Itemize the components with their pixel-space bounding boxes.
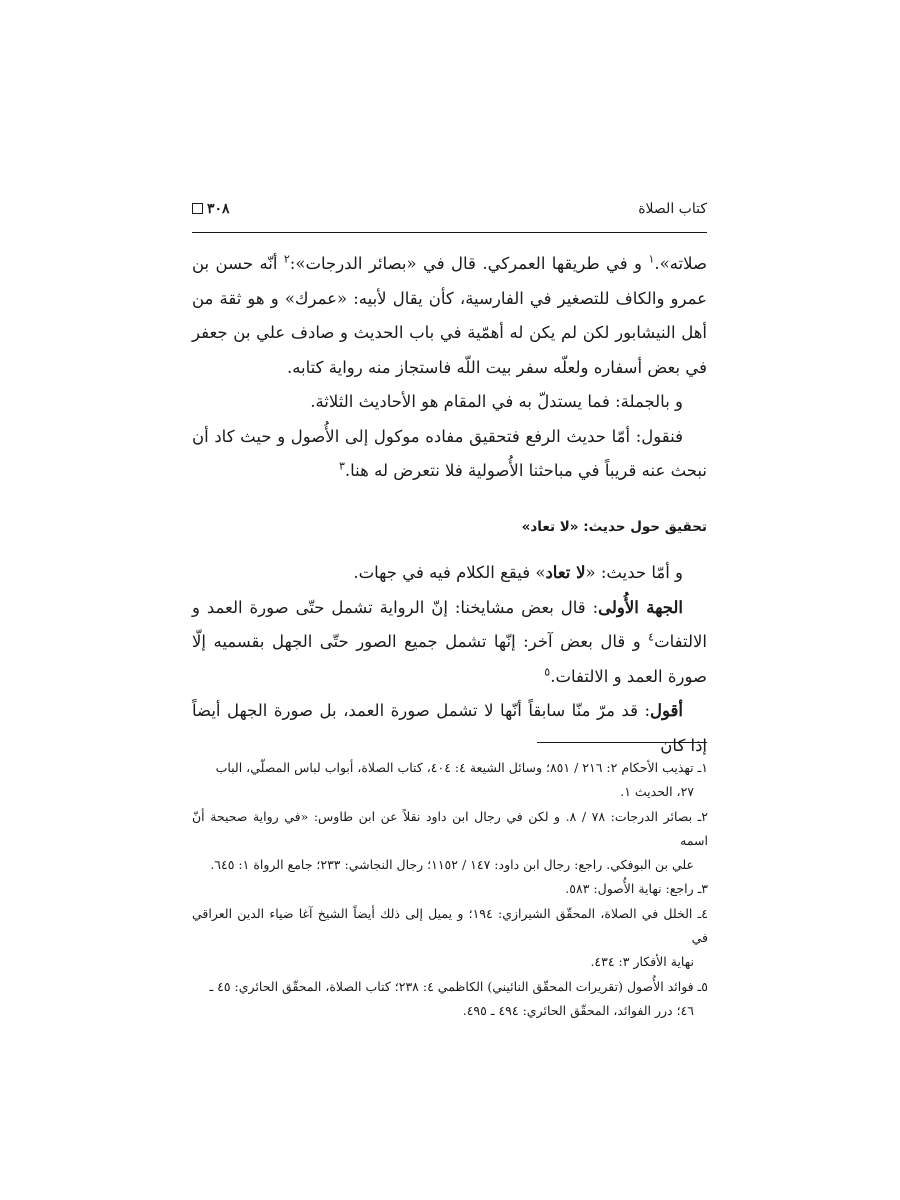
footnote-3-line1: ٣ـ راجع: نهاية الأُصول: ٥٨٣. [565, 881, 708, 897]
main-text-2 [192, 556, 707, 763]
page-number [192, 199, 230, 219]
paragraph-2: و بالجملة: فما يستدلّ به في المقام هو الأحاديث الثلاثة. [310, 392, 683, 411]
header-rule [192, 232, 707, 233]
footnote-5 [192, 975, 708, 1024]
footnote-2-line2: علي بن البوفكي. راجع: رجال ابن داود: ١٤٧ / ١١٥٢؛ رجال النجاشي: ٢٣٣؛ جامع الرواة ١: ٦٤٥. [210, 857, 694, 873]
p6-bold: أقول [650, 701, 683, 720]
paragraph-5 [192, 591, 707, 695]
p4-a: و أمّا حديث: « [585, 563, 683, 582]
footnote-separator [537, 742, 707, 743]
footnote-1 [192, 756, 708, 805]
footnote-ref-3: ٣ [338, 459, 345, 473]
main-text [192, 247, 707, 489]
paragraph-4 [192, 556, 707, 591]
p1-start: صلاته». [654, 254, 707, 273]
p5-a: : قال بعض مشايخنا: إنّ الرواية تشمل حتّى صورة العمد و الالتفات [192, 597, 707, 651]
footnote-ref-4: ٤ [648, 630, 655, 644]
footnote-2 [192, 805, 708, 878]
section-heading [192, 516, 707, 538]
footnote-ref-2: ٢ [283, 252, 290, 266]
p6-a: : قد مرّ منّا سابقاً أنّها لا تشمل صورة العمد، بل صورة الجهل أيضاً إذا كان [192, 701, 707, 755]
header-title: كتاب الصلاة [638, 201, 707, 217]
square-ornament-icon [192, 203, 203, 214]
paragraph-1 [192, 247, 707, 385]
running-header [192, 199, 707, 227]
paragraph-3 [192, 420, 707, 489]
footnote-ref-1: ١ [648, 252, 655, 266]
footnote-4-line2: نهاية الأفكار ٣: ٤٣٤. [590, 954, 694, 970]
footnote-1-line1: ١ـ تهذيب الأحكام ٢: ٢١٦ / ٨٥١؛ وسائل الشيعة ٤: ٤٠٤، كتاب الصلاة، أبواب لباس المصلّي، الباب [215, 760, 708, 775]
section-heading-a: تحقيق حول حديث: « [569, 519, 707, 535]
footnote-1-line2: ٢٧، الحديث ١. [620, 784, 694, 800]
p4-c: » فيقع الكلام فيه في جهات. [353, 563, 546, 582]
p5-b: و قال بعض آخر: إنّها تشمل جميع الصور حتّى الجهل بقسميه إلّا صورة العمد و الالتفات. [192, 632, 707, 686]
p3-text: فنقول: أمّا حديث الرفع فتحقيق مفاده موكول إلى الأُصول و حيث كاد أن نبحث عنه قريباً في مباحثنا الأُصولية فلا نتعرض له هنا. [192, 426, 707, 480]
p1-end: أنّه حسن بن عمرو والكاف للتصغير في الفارسية، كأن يقال لأبيه: «عمرك» و هو ثقة من أهل النيشابور لكن لم يكن له أهمّية في باب الحديث و صادف علي بن جعفر في بعض أسفاره ولعلّه سفر بيت اللّه فاستجاز منه رواية كتابه. [192, 254, 707, 377]
footnote-ref-5: ٥ [544, 665, 551, 678]
section-heading-c: » [521, 519, 531, 535]
footnote-4 [192, 902, 708, 975]
footnote-2-line1: ٢ـ بصائر الدرجات: ٧٨ / ٨. و لكن في رجال ابن داود نقلاً عن ابن طاوس: «في رواية صحيحة أنّ اسمه [192, 808, 709, 848]
footnote-3 [192, 877, 708, 901]
footnotes [192, 756, 708, 1023]
p4-b: لا تعاد [545, 563, 586, 582]
footnote-5-line2: ٤٦؛ درر الفوائد، المحقّق الحائري: ٤٩٤ ـ ٤٩٥. [462, 1002, 694, 1018]
footnote-5-line1: ٥ـ فوائد الأُصول (تقريرات المحقّق النائيني) الكاظمي ٤: ٢٣٨؛ كتاب الصلاة، المحقّق الحائري: ٤٥ ـ [209, 978, 708, 994]
page-number-text: ٣٠٨ [207, 201, 230, 217]
section-heading-b: لا تعاد [530, 519, 570, 535]
p1-mid: و في طريقها العمركي. قال في «بصائر الدرجات»: [289, 254, 649, 273]
paragraph-6 [192, 694, 707, 763]
p5-bold: الجهة الأُولى [598, 597, 683, 617]
footnote-4-line1: ٤ـ الخلل في الصلاة، المحقّق الشيرازي: ١٩٤؛ و يميل إلى ذلك أيضاً الشيخ آغا ضياء الدين العراقي في [192, 905, 708, 946]
